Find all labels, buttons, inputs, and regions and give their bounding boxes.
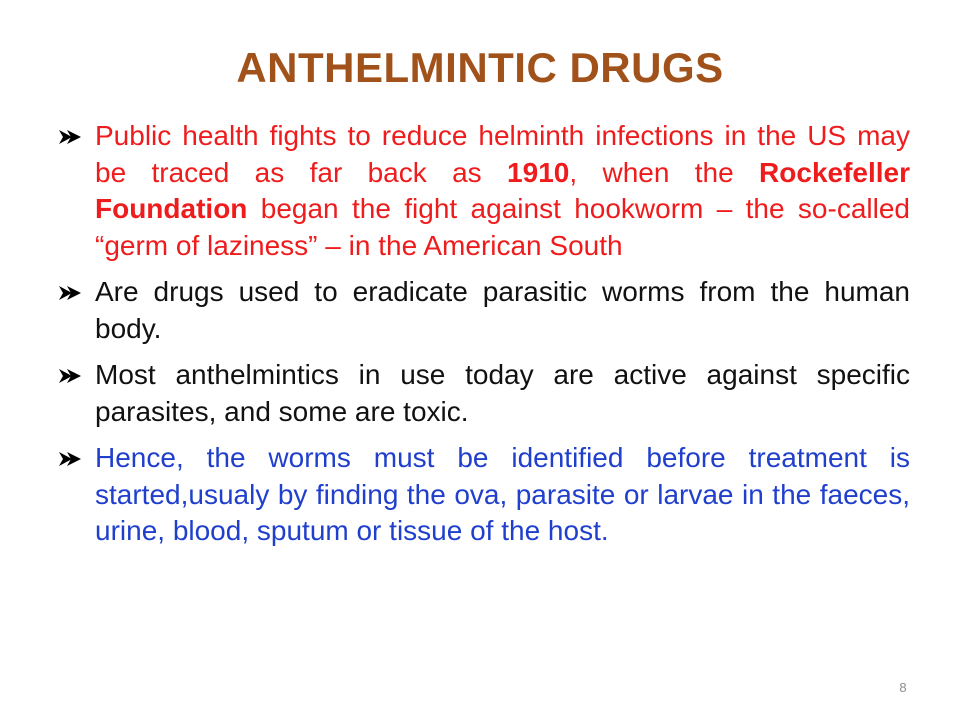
bullet-item [58,118,910,264]
bullet-list [58,118,910,550]
bullet-text [95,120,910,261]
arrow-bullet-icon [58,127,82,147]
arrow-bullet-icon [58,366,82,386]
bullet-text-segment: Public health fights to reduce helminth infections in the US may be traced as far back as [95,120,910,188]
bullet-text-segment: began the fight against hookworm – the so-called “germ of laziness” – in the American South [95,193,910,261]
bullet-text-year: 1910 [507,156,570,188]
bullet-item [58,440,910,550]
bullet-text: Hence, the worms must be identified before treatment is started,usualy by finding the ova, parasite or larvae in the faeces, urine, blood, sputum or tissue of the host. [95,442,910,546]
bullet-text: Most anthelmintics in use today are active against specific parasites, and some are toxic. [95,359,910,427]
bullet-item [58,274,910,347]
arrow-bullet-icon [58,449,82,469]
slide-title: ANTHELMINTIC DRUGS [236,44,724,91]
bullet-item [58,357,910,430]
bullet-text-segment: , when the [569,156,760,188]
page-number: 8 [899,680,907,695]
bullet-text: Are drugs used to eradicate parasitic worms from the human body. [95,276,910,344]
arrow-bullet-icon [58,283,82,303]
bullet-text-organization: Rockefeller Foundation [95,156,911,224]
